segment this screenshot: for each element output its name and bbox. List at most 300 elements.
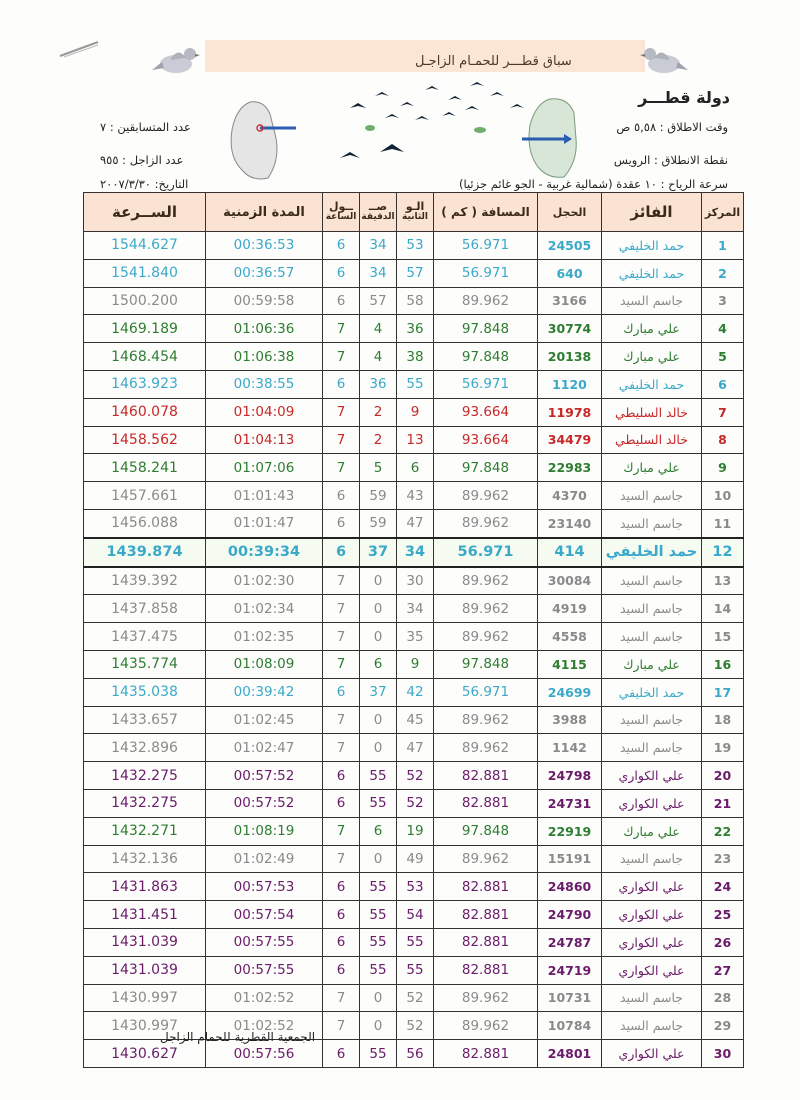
speed-cell: 1432.275 — [84, 762, 206, 790]
table-header-row — [84, 193, 744, 232]
seconds-cell: 49 — [397, 845, 434, 873]
hours-cell: 7 — [323, 817, 360, 845]
distance-cell: 89.962 — [434, 1012, 538, 1040]
header-hours-label: الساعة — [325, 212, 357, 222]
ring-cell: 1120 — [538, 370, 602, 398]
duration-cell: 01:06:38 — [206, 343, 323, 371]
duration-cell: 01:02:52 — [206, 1012, 323, 1040]
seconds-cell: 55 — [397, 928, 434, 956]
minutes-cell: 2 — [360, 398, 397, 426]
minutes-cell: 0 — [360, 1012, 397, 1040]
duration-cell: 00:57:55 — [206, 956, 323, 984]
birds-count: عدد الزاجل : ٩٥٥ — [100, 153, 184, 167]
ring-cell: 4115 — [538, 650, 602, 678]
minutes-cell: 55 — [360, 873, 397, 901]
hours-cell: 6 — [323, 538, 360, 567]
distance-cell: 56.971 — [434, 538, 538, 567]
seconds-cell: 53 — [397, 232, 434, 260]
pigeon-icon — [150, 40, 200, 80]
minutes-cell: 0 — [360, 706, 397, 734]
rank-cell: 24 — [702, 873, 744, 901]
table-row — [84, 817, 744, 845]
speed-cell: 1458.241 — [84, 454, 206, 482]
ring-cell: 24790 — [538, 901, 602, 929]
birds-flock-illustration — [330, 78, 540, 168]
minutes-cell: 55 — [360, 762, 397, 790]
duration-cell: 01:02:49 — [206, 845, 323, 873]
rank-cell: 9 — [702, 454, 744, 482]
hours-cell: 6 — [323, 789, 360, 817]
distance-cell: 97.848 — [434, 817, 538, 845]
seconds-cell: 43 — [397, 482, 434, 510]
rank-cell: 5 — [702, 343, 744, 371]
table-row — [84, 538, 744, 567]
seconds-cell: 52 — [397, 1012, 434, 1040]
rank-cell: 13 — [702, 567, 744, 595]
ring-cell: 414 — [538, 538, 602, 567]
ring-cell: 30084 — [538, 567, 602, 595]
distance-cell: 97.848 — [434, 315, 538, 343]
name-cell: علي مبارك — [602, 650, 702, 678]
seconds-cell: 56 — [397, 1040, 434, 1068]
rank-cell: 10 — [702, 482, 744, 510]
rank-cell: 19 — [702, 734, 744, 762]
hours-cell: 6 — [323, 232, 360, 260]
name-cell: جاسم السيد — [602, 984, 702, 1012]
hours-cell: 7 — [323, 623, 360, 651]
distance-cell: 89.962 — [434, 734, 538, 762]
distance-cell: 93.664 — [434, 426, 538, 454]
rank-cell: 12 — [702, 538, 744, 567]
ring-cell: 22983 — [538, 454, 602, 482]
rank-cell: 29 — [702, 1012, 744, 1040]
table-row — [84, 734, 744, 762]
name-cell: علي مبارك — [602, 315, 702, 343]
ring-cell: 3988 — [538, 706, 602, 734]
minutes-cell: 37 — [360, 538, 397, 567]
duration-cell: 00:57:55 — [206, 928, 323, 956]
participants-count: عدد المتسابقين : ٧ — [100, 120, 191, 134]
seconds-cell: 35 — [397, 623, 434, 651]
footer-organization: الجمعية القطرية للحمام الزاجل — [160, 1030, 316, 1044]
ring-cell: 4370 — [538, 482, 602, 510]
pigeon-icon — [640, 40, 690, 80]
speed-cell: 1430.997 — [84, 1012, 206, 1040]
minutes-cell: 6 — [360, 817, 397, 845]
seconds-cell: 58 — [397, 287, 434, 315]
minutes-cell: 55 — [360, 1040, 397, 1068]
duration-cell: 01:02:35 — [206, 623, 323, 651]
name-cell: علي مبارك — [602, 343, 702, 371]
table-row — [84, 789, 744, 817]
seconds-cell: 38 — [397, 343, 434, 371]
hours-cell: 6 — [323, 678, 360, 706]
rank-cell: 20 — [702, 762, 744, 790]
speed-cell: 1430.627 — [84, 1040, 206, 1068]
ring-cell: 24699 — [538, 678, 602, 706]
ring-cell: 34479 — [538, 426, 602, 454]
header-rank: المركز — [702, 193, 744, 232]
distance-cell: 89.962 — [434, 482, 538, 510]
header-duration: المدة الزمنية — [206, 193, 323, 232]
name-cell: حمد الخليفي — [602, 538, 702, 567]
table-row — [84, 678, 744, 706]
table-row — [84, 650, 744, 678]
duration-cell: 00:36:57 — [206, 259, 323, 287]
duration-cell: 01:07:06 — [206, 454, 323, 482]
rank-cell: 23 — [702, 845, 744, 873]
distance-cell: 56.971 — [434, 259, 538, 287]
table-row — [84, 370, 744, 398]
duration-cell: 01:02:45 — [206, 706, 323, 734]
name-cell: حمد الخليفي — [602, 259, 702, 287]
name-cell: جاسم السيد — [602, 509, 702, 537]
hours-cell: 7 — [323, 734, 360, 762]
table-row — [84, 956, 744, 984]
seconds-cell: 30 — [397, 567, 434, 595]
minutes-cell: 0 — [360, 734, 397, 762]
table-row — [84, 232, 744, 260]
rank-cell: 26 — [702, 928, 744, 956]
hours-cell: 7 — [323, 706, 360, 734]
rank-cell: 27 — [702, 956, 744, 984]
header-ring: الحجل — [538, 193, 602, 232]
distance-cell: 93.664 — [434, 398, 538, 426]
hours-cell: 7 — [323, 650, 360, 678]
seconds-cell: 13 — [397, 426, 434, 454]
release-time: وقت الاطلاق : ٥,٥٨ ص — [616, 120, 728, 134]
race-date: التاريخ: ٢٠٠٧/٣/٣٠ — [100, 177, 189, 191]
seconds-cell: 45 — [397, 706, 434, 734]
seconds-cell: 42 — [397, 678, 434, 706]
duration-cell: 00:59:58 — [206, 287, 323, 315]
distance-cell: 82.881 — [434, 1040, 538, 1068]
header-minutes-label: الدقيقة — [361, 212, 395, 222]
seconds-cell: 9 — [397, 398, 434, 426]
table-row — [84, 706, 744, 734]
country-title: دولة قطـــر — [638, 88, 730, 107]
rank-cell: 30 — [702, 1040, 744, 1068]
seconds-cell: 9 — [397, 650, 434, 678]
seconds-cell: 53 — [397, 873, 434, 901]
distance-cell: 89.962 — [434, 845, 538, 873]
speed-cell: 1456.088 — [84, 509, 206, 537]
table-row — [84, 595, 744, 623]
speed-cell: 1432.271 — [84, 817, 206, 845]
speed-cell: 1439.874 — [84, 538, 206, 567]
name-cell: جاسم السيد — [602, 845, 702, 873]
speed-cell: 1431.039 — [84, 928, 206, 956]
seconds-cell: 47 — [397, 734, 434, 762]
header-seconds-top: الـو — [405, 200, 425, 213]
minutes-cell: 0 — [360, 984, 397, 1012]
header-distance: المسافة ( كم ) — [434, 193, 538, 232]
distance-cell: 89.962 — [434, 706, 538, 734]
hours-cell: 7 — [323, 984, 360, 1012]
name-cell: علي الكواري — [602, 901, 702, 929]
duration-cell: 01:04:09 — [206, 398, 323, 426]
ring-cell: 24719 — [538, 956, 602, 984]
rank-cell: 17 — [702, 678, 744, 706]
hours-cell: 7 — [323, 845, 360, 873]
speed-cell: 1432.896 — [84, 734, 206, 762]
name-cell: خالد السليطي — [602, 426, 702, 454]
duration-cell: 00:38:55 — [206, 370, 323, 398]
seconds-cell: 55 — [397, 370, 434, 398]
name-cell: حمد الخليفي — [602, 370, 702, 398]
duration-cell: 01:01:47 — [206, 509, 323, 537]
table-row — [84, 873, 744, 901]
name-cell: علي الكواري — [602, 1040, 702, 1068]
speed-cell: 1433.657 — [84, 706, 206, 734]
hours-cell: 7 — [323, 454, 360, 482]
seconds-cell: 19 — [397, 817, 434, 845]
speed-cell: 1541.840 — [84, 259, 206, 287]
distance-cell: 56.971 — [434, 370, 538, 398]
hours-cell: 6 — [323, 370, 360, 398]
minutes-cell: 0 — [360, 567, 397, 595]
speed-cell: 1460.078 — [84, 398, 206, 426]
name-cell: علي مبارك — [602, 817, 702, 845]
minutes-cell: 2 — [360, 426, 397, 454]
seconds-cell: 6 — [397, 454, 434, 482]
table-row — [84, 343, 744, 371]
duration-cell: 01:02:52 — [206, 984, 323, 1012]
ring-cell: 15191 — [538, 845, 602, 873]
speed-cell: 1431.039 — [84, 956, 206, 984]
minutes-cell: 5 — [360, 454, 397, 482]
seconds-cell: 52 — [397, 789, 434, 817]
rank-cell: 7 — [702, 398, 744, 426]
speed-cell: 1430.997 — [84, 984, 206, 1012]
minutes-cell: 0 — [360, 845, 397, 873]
name-cell: علي الكواري — [602, 762, 702, 790]
rank-cell: 28 — [702, 984, 744, 1012]
speed-cell: 1435.774 — [84, 650, 206, 678]
ring-cell: 3166 — [538, 287, 602, 315]
seconds-cell: 36 — [397, 315, 434, 343]
name-cell: علي الكواري — [602, 873, 702, 901]
table-row — [84, 567, 744, 595]
rank-cell: 18 — [702, 706, 744, 734]
distance-cell: 56.971 — [434, 232, 538, 260]
name-cell: حمد الخليفي — [602, 232, 702, 260]
hours-cell: 7 — [323, 595, 360, 623]
minutes-cell: 55 — [360, 789, 397, 817]
distance-cell: 82.881 — [434, 873, 538, 901]
header-name: الفائز — [602, 193, 702, 232]
speed-cell: 1432.275 — [84, 789, 206, 817]
minutes-cell: 34 — [360, 232, 397, 260]
speed-cell: 1435.038 — [84, 678, 206, 706]
hours-cell: 6 — [323, 482, 360, 510]
minutes-cell: 4 — [360, 343, 397, 371]
duration-cell: 01:02:34 — [206, 595, 323, 623]
table-row — [84, 398, 744, 426]
paperclip-icon — [58, 40, 100, 58]
name-cell: جاسم السيد — [602, 1012, 702, 1040]
hours-cell: 6 — [323, 873, 360, 901]
distance-cell: 89.962 — [434, 595, 538, 623]
minutes-cell: 55 — [360, 901, 397, 929]
speed-cell: 1437.475 — [84, 623, 206, 651]
hours-cell: 6 — [323, 287, 360, 315]
name-cell: جاسم السيد — [602, 595, 702, 623]
name-cell: جاسم السيد — [602, 623, 702, 651]
minutes-cell: 6 — [360, 650, 397, 678]
minutes-cell: 57 — [360, 287, 397, 315]
table-row — [84, 454, 744, 482]
table-row — [84, 287, 744, 315]
table-row — [84, 426, 744, 454]
header-minutes — [360, 193, 397, 232]
table-row — [84, 259, 744, 287]
minutes-cell: 36 — [360, 370, 397, 398]
duration-cell: 00:57:54 — [206, 901, 323, 929]
table-row — [84, 762, 744, 790]
rank-cell: 3 — [702, 287, 744, 315]
seconds-cell: 57 — [397, 259, 434, 287]
speed-cell: 1432.136 — [84, 845, 206, 873]
distance-cell: 97.848 — [434, 650, 538, 678]
name-cell: جاسم السيد — [602, 734, 702, 762]
duration-cell: 00:57:53 — [206, 873, 323, 901]
name-cell: علي الكواري — [602, 928, 702, 956]
distance-cell: 89.962 — [434, 287, 538, 315]
ring-cell: 24798 — [538, 762, 602, 790]
duration-cell: 01:01:43 — [206, 482, 323, 510]
duration-cell: 01:08:09 — [206, 650, 323, 678]
seconds-cell: 52 — [397, 762, 434, 790]
name-cell: علي الكواري — [602, 789, 702, 817]
rank-cell: 1 — [702, 232, 744, 260]
distance-cell: 89.962 — [434, 509, 538, 537]
ring-cell: 24860 — [538, 873, 602, 901]
seconds-cell: 52 — [397, 984, 434, 1012]
minutes-cell: 59 — [360, 482, 397, 510]
distance-cell: 82.881 — [434, 789, 538, 817]
table-row — [84, 482, 744, 510]
name-cell: علي الكواري — [602, 956, 702, 984]
header-speed: الســرعة — [84, 193, 206, 232]
banner-title: سباق قطـــر للحمـام الزاجـل — [415, 54, 572, 69]
hours-cell: 7 — [323, 426, 360, 454]
minutes-cell: 37 — [360, 678, 397, 706]
distance-cell: 89.962 — [434, 984, 538, 1012]
distance-cell: 97.848 — [434, 454, 538, 482]
minutes-cell: 34 — [360, 259, 397, 287]
name-cell: حمد الخليفي — [602, 678, 702, 706]
ring-cell: 23140 — [538, 509, 602, 537]
table-row — [84, 901, 744, 929]
hours-cell: 6 — [323, 509, 360, 537]
distance-cell: 82.881 — [434, 762, 538, 790]
rank-cell: 21 — [702, 789, 744, 817]
table-row — [84, 509, 744, 537]
rank-cell: 6 — [702, 370, 744, 398]
table-body — [84, 232, 744, 1068]
rank-cell: 22 — [702, 817, 744, 845]
ring-cell: 1142 — [538, 734, 602, 762]
minutes-cell: 4 — [360, 315, 397, 343]
table-row — [84, 984, 744, 1012]
header-seconds — [397, 193, 434, 232]
duration-cell: 00:39:42 — [206, 678, 323, 706]
duration-cell: 01:08:19 — [206, 817, 323, 845]
minutes-cell: 55 — [360, 928, 397, 956]
speed-cell: 1457.661 — [84, 482, 206, 510]
table-row — [84, 315, 744, 343]
distance-cell: 82.881 — [434, 901, 538, 929]
minutes-cell: 0 — [360, 595, 397, 623]
duration-cell: 00:39:34 — [206, 538, 323, 567]
duration-cell: 01:04:13 — [206, 426, 323, 454]
header-hours — [323, 193, 360, 232]
hours-cell: 7 — [323, 1012, 360, 1040]
speed-cell: 1439.392 — [84, 567, 206, 595]
table-row — [84, 845, 744, 873]
hours-cell: 6 — [323, 1040, 360, 1068]
header-seconds-label: الثانية — [401, 212, 429, 222]
ring-cell: 10731 — [538, 984, 602, 1012]
rank-cell: 8 — [702, 426, 744, 454]
ring-cell: 24505 — [538, 232, 602, 260]
speed-cell: 1431.451 — [84, 901, 206, 929]
table-row — [84, 928, 744, 956]
release-point: نقطة الانطلاق : الرويس — [613, 153, 728, 167]
rank-cell: 15 — [702, 623, 744, 651]
ring-cell: 20138 — [538, 343, 602, 371]
ring-cell: 30774 — [538, 315, 602, 343]
distance-cell: 89.962 — [434, 567, 538, 595]
results-table — [83, 192, 744, 1068]
rank-cell: 16 — [702, 650, 744, 678]
hours-cell: 6 — [323, 956, 360, 984]
name-cell: جاسم السيد — [602, 287, 702, 315]
wind-info: سرعة الرياح : ١٠ عقدة (شمالية غربية - الجو غائم جزئيا) — [458, 177, 728, 191]
duration-cell: 00:57:52 — [206, 789, 323, 817]
minutes-cell: 55 — [360, 956, 397, 984]
distance-cell: 82.881 — [434, 956, 538, 984]
hours-cell: 7 — [323, 315, 360, 343]
seconds-cell: 55 — [397, 956, 434, 984]
ring-cell: 24801 — [538, 1040, 602, 1068]
hours-cell: 6 — [323, 901, 360, 929]
speed-cell: 1468.454 — [84, 343, 206, 371]
rank-cell: 11 — [702, 509, 744, 537]
ring-cell: 4558 — [538, 623, 602, 651]
distance-cell: 56.971 — [434, 678, 538, 706]
hours-cell: 7 — [323, 567, 360, 595]
rank-cell: 14 — [702, 595, 744, 623]
hours-cell: 6 — [323, 259, 360, 287]
seconds-cell: 47 — [397, 509, 434, 537]
duration-cell: 00:57:52 — [206, 762, 323, 790]
seconds-cell: 34 — [397, 595, 434, 623]
header-hours-top: ــول — [329, 200, 353, 213]
hours-cell: 7 — [323, 343, 360, 371]
distance-cell: 89.962 — [434, 623, 538, 651]
duration-cell: 01:02:30 — [206, 567, 323, 595]
duration-cell: 01:06:36 — [206, 315, 323, 343]
speed-cell: 1500.200 — [84, 287, 206, 315]
table-row — [84, 623, 744, 651]
minutes-cell: 59 — [360, 509, 397, 537]
name-cell: خالد السليطي — [602, 398, 702, 426]
speed-cell: 1469.189 — [84, 315, 206, 343]
minutes-cell: 0 — [360, 623, 397, 651]
distance-cell: 97.848 — [434, 343, 538, 371]
